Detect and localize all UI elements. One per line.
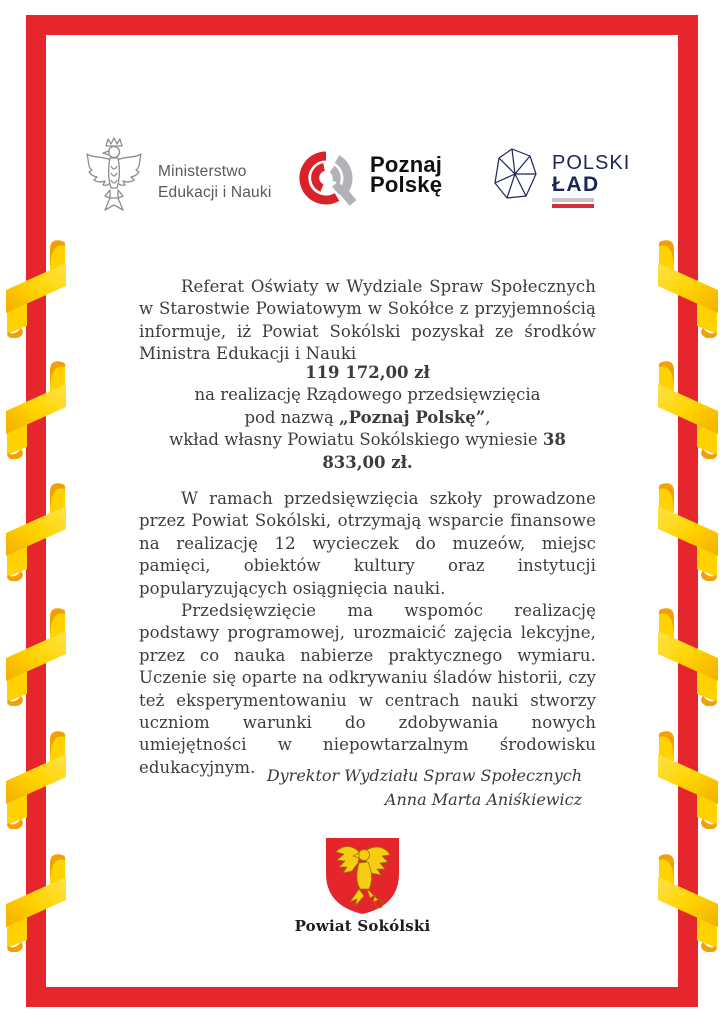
program-name-prefix: pod nazwą — [244, 407, 340, 427]
own-contribution-amount: 38 833,00 zł. — [322, 430, 566, 472]
funding-purpose-line: na realizację Rządowego przedsięwzięcia — [194, 385, 541, 405]
polski-lad-logo-icon — [492, 147, 539, 204]
poznaj-polske-wordmark — [370, 152, 443, 197]
polski-lad-wordmark — [552, 152, 630, 195]
details-paragraph-2: Przedsięwzięcie ma wspomóc realizację podstawy programowej, urozmaicić zajęcia lekcyjne, przez co nauka nabierze praktycznego wymiaru. Uczenie się oparte na odkrywaniu śladów historii, czy też eksperymentowaniu w centrach nauki stworzy uczniom warunki do zdobywania nowych umiejętności w niepowtarzalnym środowisku edukacyjnym. — [139, 601, 596, 777]
ribbon-icon — [656, 483, 720, 581]
signature-name: Anna Marta Aniśkiewicz — [384, 789, 582, 809]
funding-amount: 119 172,00 zł — [305, 363, 430, 382]
ribbon-icon — [4, 854, 68, 952]
poznaj-line2: Polskę — [370, 172, 443, 197]
program-name-line — [139, 407, 596, 429]
coat-of-arms-label: Powiat Sokólski — [294, 917, 431, 935]
ministry-name — [158, 161, 271, 203]
program-name-suffix: , — [485, 407, 491, 427]
own-contribution-line — [139, 429, 596, 474]
ministry-name-line1: Ministerstwo — [158, 163, 247, 180]
ribbon-icon — [4, 731, 68, 829]
ribbon-icon — [656, 361, 720, 459]
signature-title: Dyrektor Wydziału Spraw Społecznych — [266, 766, 582, 785]
ribbon-icon — [656, 854, 720, 952]
ribbon-icon — [4, 608, 68, 706]
poznaj-line1: Poznaj — [370, 152, 443, 177]
funding-amount-block — [139, 362, 596, 474]
ribbon-icon — [4, 240, 68, 338]
polish-eagle-icon — [84, 136, 144, 218]
polski-lad-stripe-red — [552, 204, 594, 208]
ribbon-icon — [4, 361, 68, 459]
signature-block — [139, 764, 596, 811]
details-paragraph-1: W ramach przedsięwzięcia szkoły prowadzone przez Powiat Sokólski, otrzymają wsparcie finansowe na realizację 12 wycieczek do muzeów, miejsc pamięci, obiektów kultury oraz instytucji popularyzujących osiągnięcia nauki. — [139, 489, 596, 598]
ribbon-icon — [4, 483, 68, 581]
polski-lad-stripe-silver — [552, 198, 594, 202]
polski-lad-line2: ŁAD — [552, 173, 600, 196]
polski-lad-line1: POLSKI — [552, 152, 631, 174]
ribbon-icon — [656, 731, 720, 829]
ribbon-icon — [656, 240, 720, 338]
intro-paragraph: Referat Oświaty w Wydziale Spraw Społecznych w Starostwie Powiatowym w Sokółce z przyjemnością informuje, iż Powiat Sokólski pozyskał ze środków Ministra Edukacji i Nauki — [139, 277, 596, 364]
ribbon-icon — [656, 608, 720, 706]
program-name: „Poznaj Polskę” — [339, 407, 486, 427]
ministry-name-line2: Edukacji i Nauki — [158, 184, 272, 201]
coat-of-arms-icon — [324, 836, 401, 916]
own-contribution-prefix: wkład własny Powiatu Sokólskiego wyniesie — [169, 430, 543, 450]
poznaj-polske-logo-icon — [299, 151, 357, 208]
details-paragraph-block — [139, 488, 596, 779]
intro-paragraph-block — [139, 276, 596, 366]
